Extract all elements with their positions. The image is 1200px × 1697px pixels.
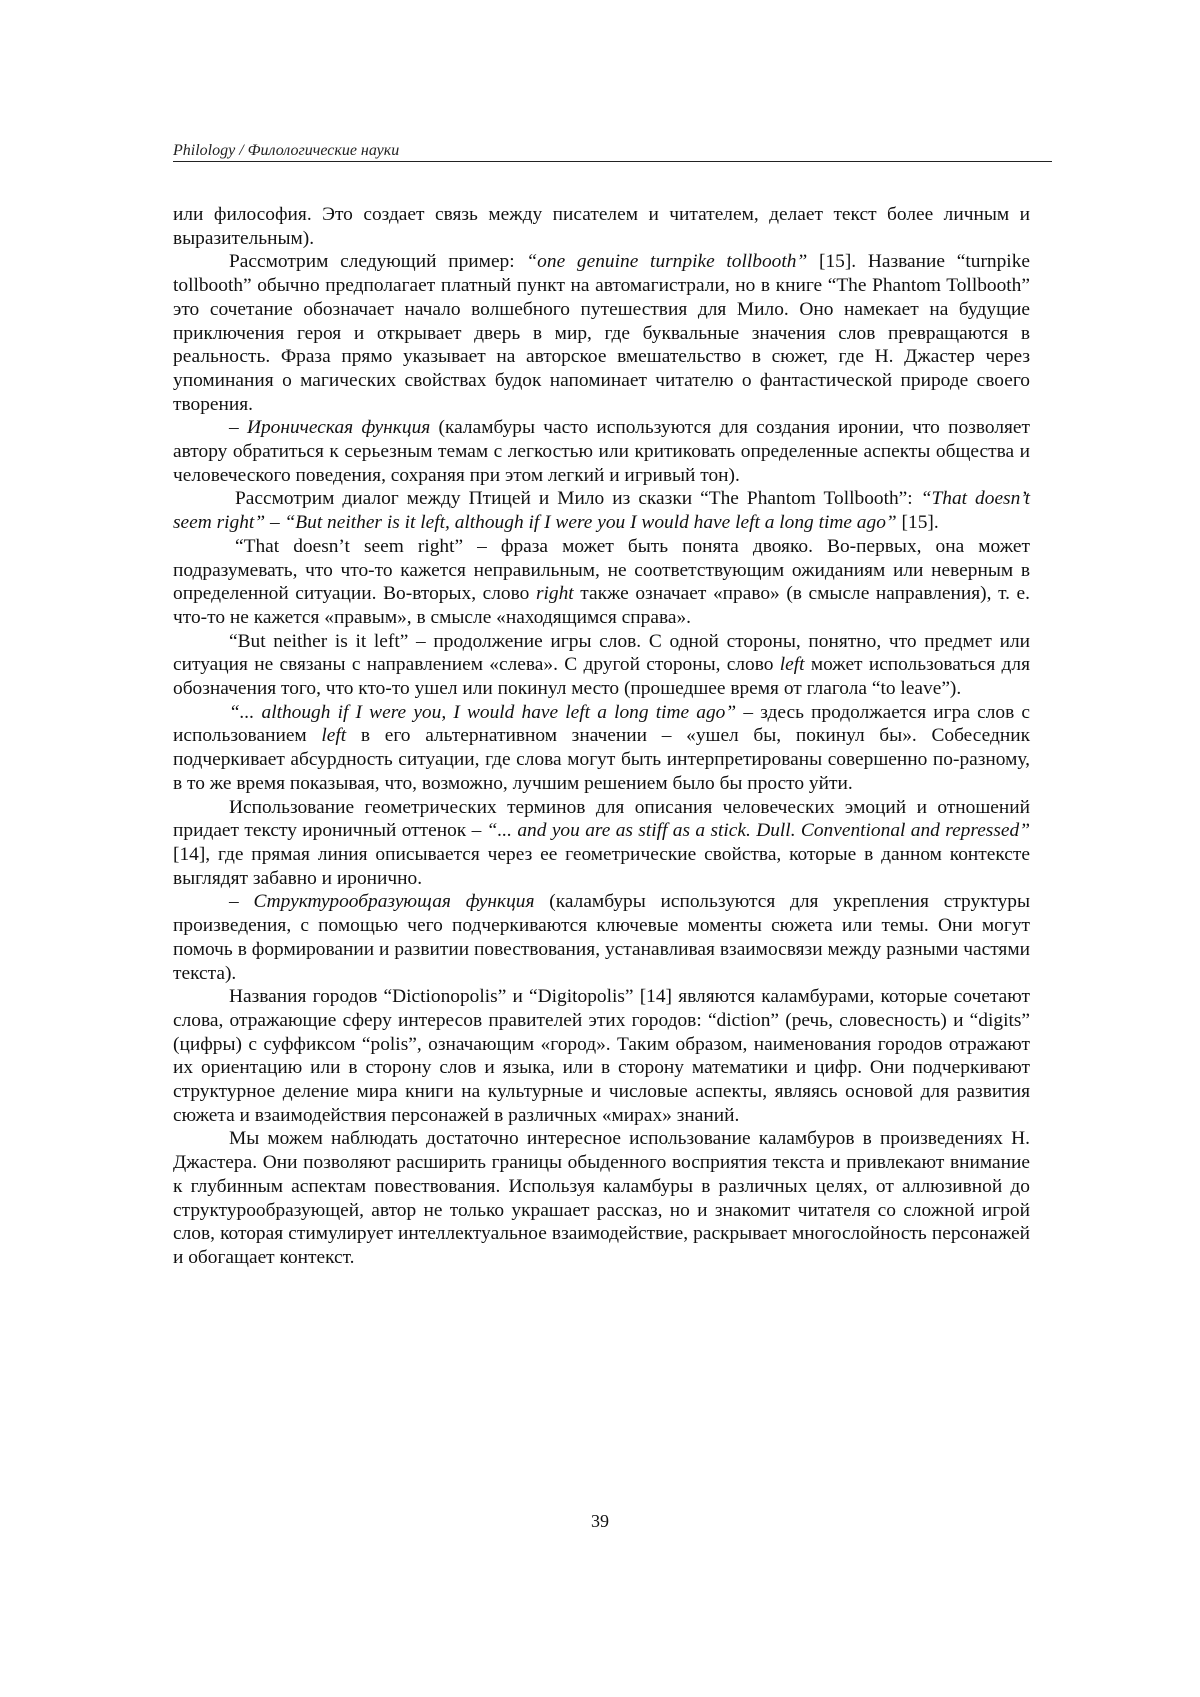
text-run: – здесь продолжается игра слов с использованием xyxy=(173,701,1030,747)
text-run: [15]. xyxy=(896,512,939,534)
paragraph xyxy=(173,487,1030,534)
paragraph xyxy=(173,890,1030,985)
text-run: [14], где прямая линия описывается через ее геометрические свойства, которые в данном контексте выглядят забавно и иронично. xyxy=(173,843,1030,889)
italic-run: “one genuine turnpike tollbooth” xyxy=(526,251,808,273)
paragraph xyxy=(173,203,1030,250)
text-run: может использоваться для обозначения того, что кто-то ушел или покинул место (прошедшее время от глагола “to leave”). xyxy=(173,654,1030,700)
italic-run: “... although if I were you, I would have left a long time ago” xyxy=(229,701,737,723)
running-header: Philology / Филологические науки xyxy=(173,142,400,159)
text-run: (каламбуры используются для укрепления структуры произведения, с помощью чего подчеркиваются ключевые моменты сюжета или темы. Они могут помочь в формировании и развитии повествования, устанавливая взаимосвязи между разными частями текста). xyxy=(173,891,1030,984)
text-run: – xyxy=(229,891,254,913)
text-run: Использование геометрических терминов для описания человеческих эмоций и отношений придает тексту ироничный оттенок – xyxy=(173,796,1030,842)
paragraph xyxy=(173,796,1030,891)
italic-run: left xyxy=(779,654,805,676)
text-run: Мы можем наблюдать достаточно интересное использование каламбуров в произведениях Н. Джастера. Они позволяют расширить границы обыденного восприятия текста и привлекают внимание к глубинным аспектам повествования. Используя каламбуры в различных целях, от аллюзивной до структурообразующей, автор не только украшает рассказ, но и знакомит читателя со сложной игрой слов, которая стимулирует интеллектуальное взаимодействие, раскрывает многослойность персонажей и обогащает контекст. xyxy=(173,1128,1030,1268)
text-run: или философия. Это создает связь между писателем и читателем, делает текст более личным и выразительным). xyxy=(173,204,1030,249)
text-run: “That doesn’t seem right” – фраза может быть понята двояко. Во-первых, она может подразумевать, что что-то кажется неправильным, не соответствующим ожиданиям или неверным в определенной ситуации. Во-вторых, слово xyxy=(173,535,1030,605)
paragraph xyxy=(173,630,1030,701)
italic-run: “That doesn’t seem right” – “But neither is it left, although if I were you I would have left a long time ago” xyxy=(173,488,1030,534)
text-run: “But neither is it left” – продолжение игры слов. С одной стороны, понятно, что предмет или ситуация не связаны с направлением «слева». С другой стороны, слово xyxy=(173,630,1030,676)
page-number: 39 xyxy=(591,1511,609,1531)
header-rule xyxy=(173,161,1052,162)
text-run: (каламбуры часто используются для создания иронии, что позволяет автору обратиться к серьезным темам с легкостью или критиковать определенные аспекты общества и человеческого поведения, сохраняя при этом легкий и игривый тон). xyxy=(173,417,1030,486)
paragraph xyxy=(173,1127,1030,1269)
italic-run: “... and you are as stiff as a stick. Dull. Conventional and repressed” xyxy=(486,820,1030,842)
text-run: также означает «право» (в смысле направления), т. е. что-то не кажется «правым», в смысле «находящимся справа». xyxy=(173,583,1030,628)
text-run: в его альтернативном значении – «ушел бы, покинул бы». Собеседник подчеркивает абсурдность ситуации, где слова могут быть интерпретированы совершенно по-разному, в то же время показывая, что, возможно, лучшим решением было бы просто уйти. xyxy=(173,725,1031,794)
text-run: – xyxy=(229,417,247,439)
italic-run: Ироническая функция xyxy=(246,417,431,439)
italic-run: Структурообразующая функция xyxy=(253,891,535,913)
paragraph xyxy=(173,416,1030,487)
paragraph xyxy=(173,535,1030,630)
paragraph xyxy=(173,250,1030,416)
text-run: Названия городов “Dictionopolis” и “Digitopolis” [14] являются каламбурами, которые сочетают слова, отражающие сферу интересов правителей этих городов: “diction” (речь, словесность) и “digits” (цифры) с суффиксом “polis”, означающим «город». Таким образом, наименования городов отражают их ориентацию или в сторону слов и языка, или в сторону математики и цифр. Они подчеркивают структурное деление мира книги на культурные и числовые аспекты, являясь основой для развития сюжета и взаимодействия персонажей в различных «мирах» знаний. xyxy=(173,986,1030,1126)
italic-run: right xyxy=(535,583,574,605)
paragraph xyxy=(173,985,1030,1127)
italic-run: left xyxy=(321,725,347,747)
paragraph xyxy=(173,701,1030,796)
text-run: Рассмотрим следующий пример: xyxy=(229,251,527,273)
article-body xyxy=(173,203,1030,1270)
text-run: Рассмотрим диалог между Птицей и Мило из сказки “The Phantom Tollbooth”: xyxy=(235,488,921,510)
text-run: [15]. Название “turnpike tollbooth” обычно предполагает платный пункт на автомагистрали, но в книге “The Phantom Tollbooth” это сочетание обозначает начало волшебного путешествия для Мило. Оно намекает на будущие приключения героя и открывает дверь в мир, где буквальные значения слов превращаются в реальность. Фраза прямо указывает на авторское вмешательство в сюжет, где Н. Джастер через упоминания о магических свойствах будок напоминает читателю о фантастической природе своего творения. xyxy=(173,251,1030,415)
